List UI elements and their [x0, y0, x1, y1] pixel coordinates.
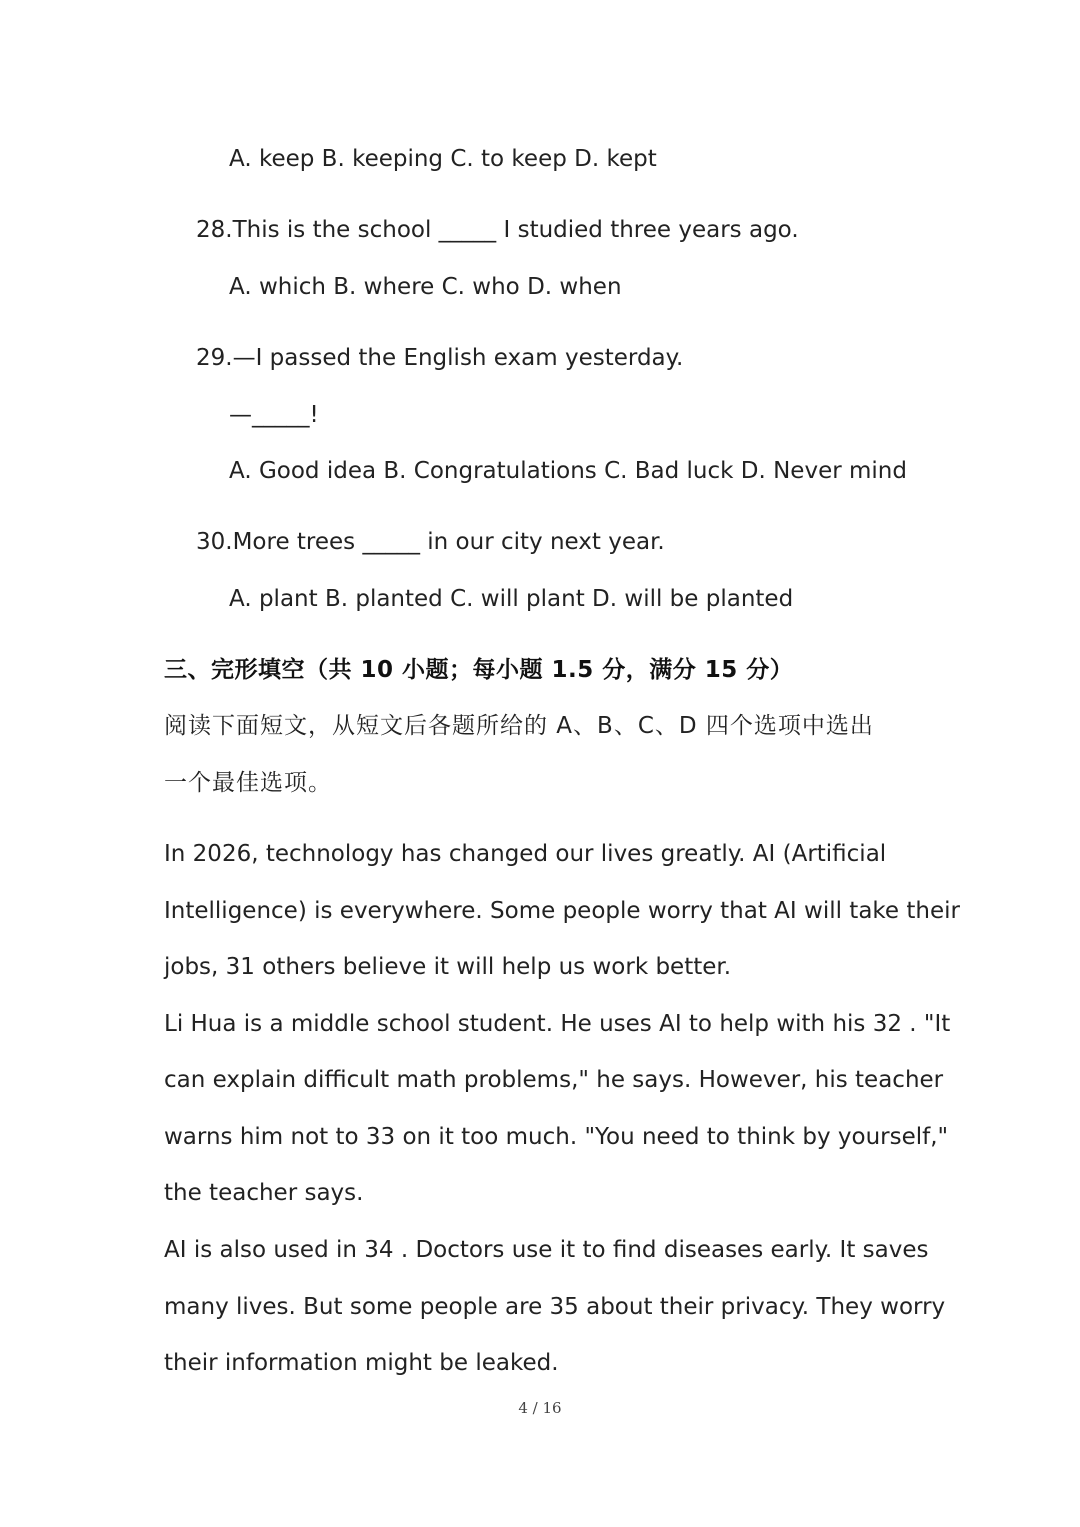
section-instruction-line-2: 一个最佳选项。 [164, 770, 332, 796]
passage-line: Li Hua is a middle school student. He uses AI to help with his 32 . "It [164, 1011, 951, 1037]
q29-stem: 29.—I passed the English exam yesterday. [196, 345, 684, 371]
q27-options: A. keep B. keeping C. to keep D. kept [229, 146, 657, 172]
section-heading: 三、完形填空（共 10 小题；每小题 1.5 分，满分 15 分） [164, 657, 794, 683]
passage-line: In 2026, technology has changed our lives greatly. AI (Artificial [164, 841, 887, 867]
q30-options: A. plant B. planted C. will plant D. will be planted [229, 586, 794, 612]
passage-line: Intelligence) is everywhere. Some people worry that AI will take their [164, 898, 960, 924]
q29-options: A. Good idea B. Congratulations C. Bad luck D. Never mind [229, 458, 907, 484]
page-number: 4 / 16 [518, 1399, 562, 1417]
q28-stem: 28.This is the school _____ I studied three years ago. [196, 217, 799, 243]
passage-line: their information might be leaked. [164, 1350, 559, 1376]
passage-line: warns him not to 33 on it too much. "You need to think by yourself," [164, 1124, 949, 1150]
passage-line: many lives. But some people are 35 about their privacy. They worry [164, 1294, 946, 1320]
q28-options: A. which B. where C. who D. when [229, 274, 622, 300]
passage-line: AI is also used in 34 . Doctors use it to find diseases early. It saves [164, 1237, 929, 1263]
passage-line: jobs, 31 others believe it will help us work better. [164, 954, 732, 980]
q30-stem: 30.More trees _____ in our city next year. [196, 529, 665, 555]
passage-line: the teacher says. [164, 1180, 364, 1206]
q29-reply: —_____! [229, 402, 319, 428]
passage-line: can explain difficult math problems," he says. However, his teacher [164, 1067, 944, 1093]
section-instruction-line-1: 阅读下面短文，从短文后各题所给的 A、B、C、D 四个选项中选出 [164, 713, 874, 739]
